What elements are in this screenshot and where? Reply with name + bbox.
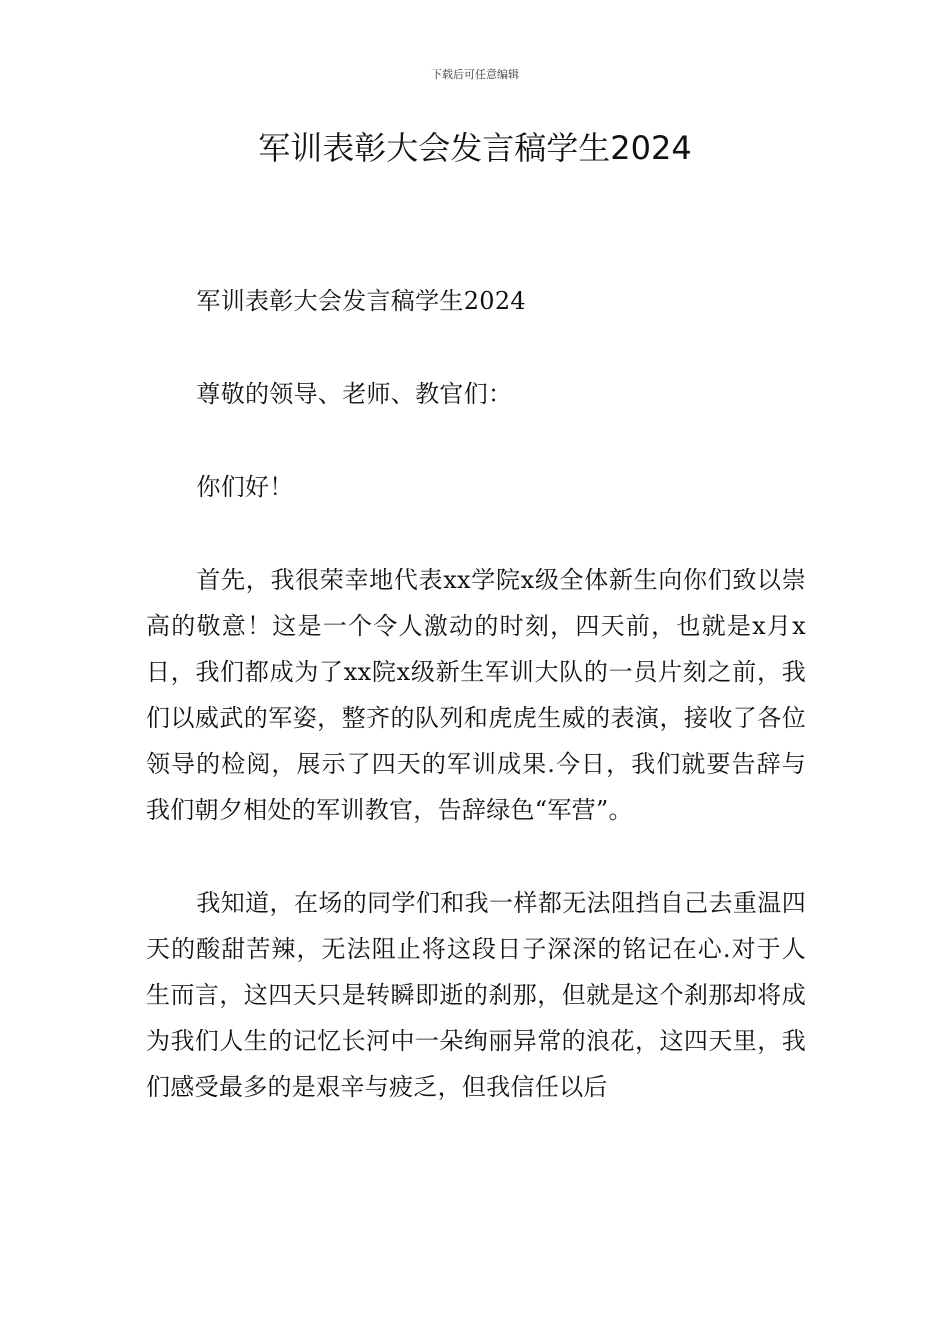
- paragraph-greeting: 你们好！: [196, 473, 294, 501]
- paragraph-subtitle: 军训表彰大会发言稿学生2024: [196, 287, 526, 315]
- paragraph-body-2: 我知道，在场的同学们和我一样都无法阻挡自己去重温四天的酸甜苦辣，无法阻止将这段日子深深的铭记在心.对于人生而言，这四天只是转瞬即逝的刹那，但就是这个刹那却将成为我们人生的记忆长河中一朵绚丽异常的浪花，这四天里，我们感受最多的是艰辛与疲乏，但我信任以后: [146, 889, 806, 1101]
- document-body: [146, 278, 806, 1110]
- document-title: 军训表彰大会发言稿学生2024: [258, 129, 692, 167]
- page-header-note: 下载后可任意编辑: [431, 68, 519, 81]
- paragraph-salutation: 尊敬的领导、老师、教官们：: [196, 380, 513, 408]
- paragraph-body-1: 首先，我很荣幸地代表xx学院x级全体新生向你们致以崇高的敬意！这是一个令人激动的时刻，四天前，也就是x月x日，我们都成为了xx院x级新生军训大队的一员片刻之前，我们以威武的军姿，整齐的队列和虎虎生威的表演，接收了各位领导的检阅，展示了四天的军训成果.今日，我们就要告辞与我们朝夕相处的军训教官，告辞绿色“军营”。: [146, 566, 806, 824]
